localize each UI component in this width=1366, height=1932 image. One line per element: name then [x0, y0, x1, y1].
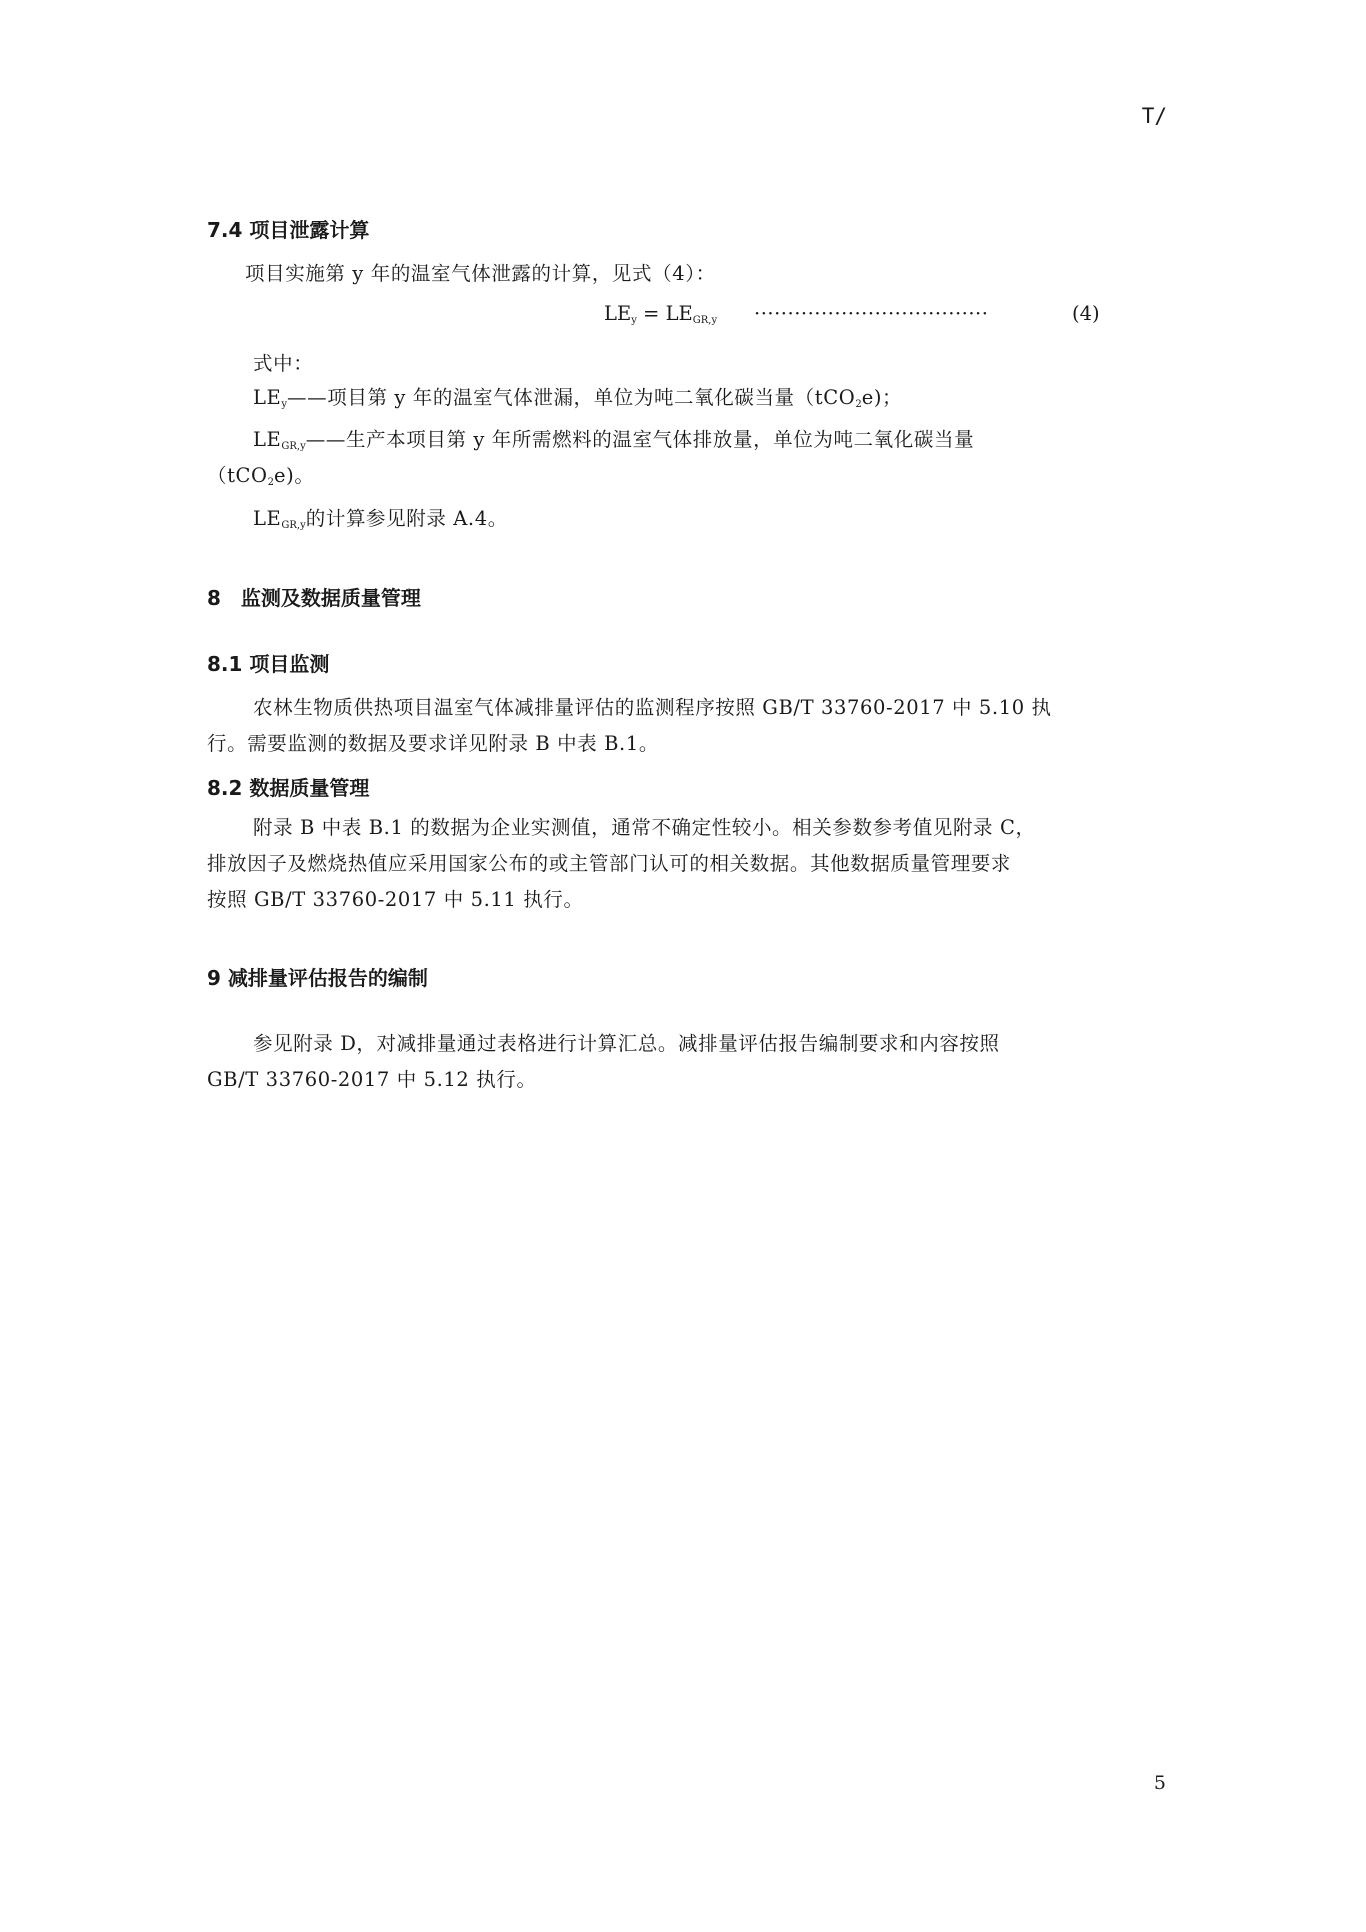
- definition-legr: [253, 424, 974, 452]
- def1-text: ——项目第 y 年的温室气体泄漏，单位为吨二氧化碳当量（tCO: [287, 386, 856, 409]
- def2-cont-text: （tCO: [207, 464, 268, 487]
- section-8-2-line1: 附录 B 中表 B.1 的数据为企业实测值，通常不确定性较小。相关参数参考值见附录 C，: [253, 816, 1036, 839]
- eq-lhs-sub: y: [631, 315, 637, 326]
- section-9-heading: 9 减排量评估报告的编制: [207, 966, 428, 990]
- where-label: 式中：: [253, 352, 314, 375]
- eq-lhs: LE: [604, 302, 632, 325]
- section-8-1-line2: 行。需要监测的数据及要求详见附录 B 中表 B.1。: [207, 732, 659, 755]
- equation-4: [604, 302, 717, 326]
- section-8-1-heading: 8.1 项目监测: [207, 652, 330, 676]
- def1-text-end: e)；: [861, 386, 903, 409]
- def1-symbol-sub: y: [281, 399, 288, 410]
- def1-co2-sub: 2: [855, 399, 862, 410]
- eq-rhs-sub: GR,y: [692, 315, 718, 326]
- equation-leader-dots: ···································: [754, 302, 989, 325]
- header-code: T/: [1141, 104, 1167, 128]
- section-8-2-line2: 排放因子及燃烧热值应采用国家公布的或主管部门认可的相关数据。其他数据质量管理要求: [207, 852, 1012, 875]
- section-8-2-heading: 8.2 数据质量管理: [207, 776, 370, 800]
- section-8-2-line3: 按照 GB/T 33760-2017 中 5.11 执行。: [207, 888, 584, 911]
- def2-text: ——生产本项目第 y 年所需燃料的温室气体排放量，单位为吨二氧化碳当量: [305, 428, 975, 451]
- legr-note: [253, 503, 508, 531]
- section-7-4-heading: 7.4 项目泄露计算: [207, 218, 370, 242]
- definition-legr-continued: [207, 460, 314, 488]
- def2-co2-sub: 2: [267, 477, 275, 488]
- note-symbol-sub: GR,y: [281, 520, 306, 531]
- note-text: 的计算参见附录 A.4。: [305, 507, 508, 530]
- def2-symbol: LE: [253, 428, 282, 451]
- section-8-heading: 8 监测及数据质量管理: [207, 586, 421, 610]
- equation-number: (4): [1072, 302, 1100, 325]
- section-9-line1: 参见附录 D，对减排量通过表格进行计算汇总。减排量评估报告编制要求和内容按照: [253, 1032, 1000, 1055]
- def2-cont-end: e)。: [274, 464, 315, 487]
- eq-rhs: = LE: [636, 302, 693, 325]
- page-number: 5: [1153, 1772, 1166, 1794]
- definition-ley: [253, 382, 902, 410]
- note-symbol: LE: [253, 507, 282, 530]
- def1-symbol: LE: [253, 386, 282, 409]
- section-8-1-line1: 农林生物质供热项目温室气体减排量评估的监测程序按照 GB/T 33760-2017 中 5.10 执: [253, 696, 1052, 719]
- section-9-line2: GB/T 33760-2017 中 5.12 执行。: [207, 1068, 537, 1091]
- def2-symbol-sub: GR,y: [281, 441, 306, 452]
- section-7-4-intro: 项目实施第 y 年的温室气体泄露的计算，见式（4）：: [245, 262, 716, 285]
